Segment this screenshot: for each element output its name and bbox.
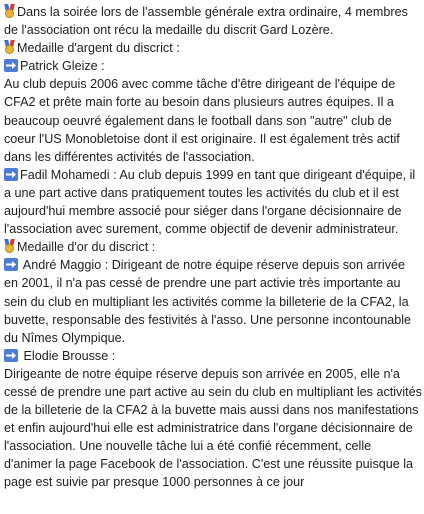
arrow-right-icon <box>4 168 18 181</box>
paragraph-text: Elodie Brousse : <box>20 348 116 363</box>
medal-icon <box>4 239 15 253</box>
paragraph-text: Medaille d'argent du discrict : <box>17 41 180 56</box>
medal-icon <box>4 4 15 18</box>
paragraph-text: Dirigeante de notre équipe réserve depuis son arrivée en 2005, elle n'a cessé de prendre une part active au sein du club en multipliant les activités de la billeterie de la CFA2 à la buvette mais aussi dans nos manifestations et enfin aujourd'hui elle est administratrice dans l'organe décisionnaire de l'association. Une nouvelle tâche lui a été confié récemment, celle d'animer la page Facebook de l'association. C'est une réussite puisque la page est suivie par presque 1000 personnes à ce jour <box>4 366 422 490</box>
paragraph-text: Patrick Gleize : <box>20 59 105 74</box>
paragraph-patrick-bio <box>4 75 422 165</box>
paragraph-text: Dans la soirée lors de l'assemble générale extra ordinaire, 4 membres de l'association ont récu la medaille du discrit Gard Lozère. <box>4 5 408 38</box>
paragraph-intro <box>4 3 422 39</box>
paragraph-elodie-bio <box>4 365 422 492</box>
paragraph-text: André Maggio : Dirigeant de notre équipe réserve depuis son arrivée en 2001, il n'a pas cessé de prendre une part activie très importante au sein du club en multipliant les activités comme la billeterie de la CFA2, la buvette, responsable des festivités à l'asso. Une personne incontounable du Nîmes Olympique. <box>4 258 412 345</box>
paragraph-gold-heading <box>4 238 422 256</box>
paragraph-andre <box>4 256 422 346</box>
paragraph-elodie-name <box>4 347 422 365</box>
paragraph-text: Medaille d'or du discrict : <box>17 240 156 255</box>
arrow-right-icon <box>4 59 18 72</box>
paragraph-silver-heading <box>4 39 422 57</box>
paragraph-text: Fadil Mohamedi : Au club depuis 1999 en tant que dirigeant d'équipe, il a une part active dans pratiquement toutes les activités du club et il est aujourd'hui membre associé pour siéger dans l'organe décisionnaire de l'association avec surement, comme objectif de devenir administrateur. <box>4 167 416 237</box>
paragraph-text: Au club depuis 2006 avec comme tâche d'être dirigeant de l'équipe de CFA2 et prête main forte au besoin dans plusieurs autres équipes. Il a beaucoup oeuvré également dans le football dans son "autre" club de coeur l'US Monobletoise dont il est originaire. Il est également très actif dans les différentes activités de l'association. <box>4 77 400 164</box>
paragraph-patrick-name <box>4 57 422 75</box>
medal-icon <box>4 40 15 54</box>
arrow-right-icon <box>4 258 18 271</box>
paragraph-fadil <box>4 166 422 238</box>
arrow-right-icon <box>4 349 18 362</box>
